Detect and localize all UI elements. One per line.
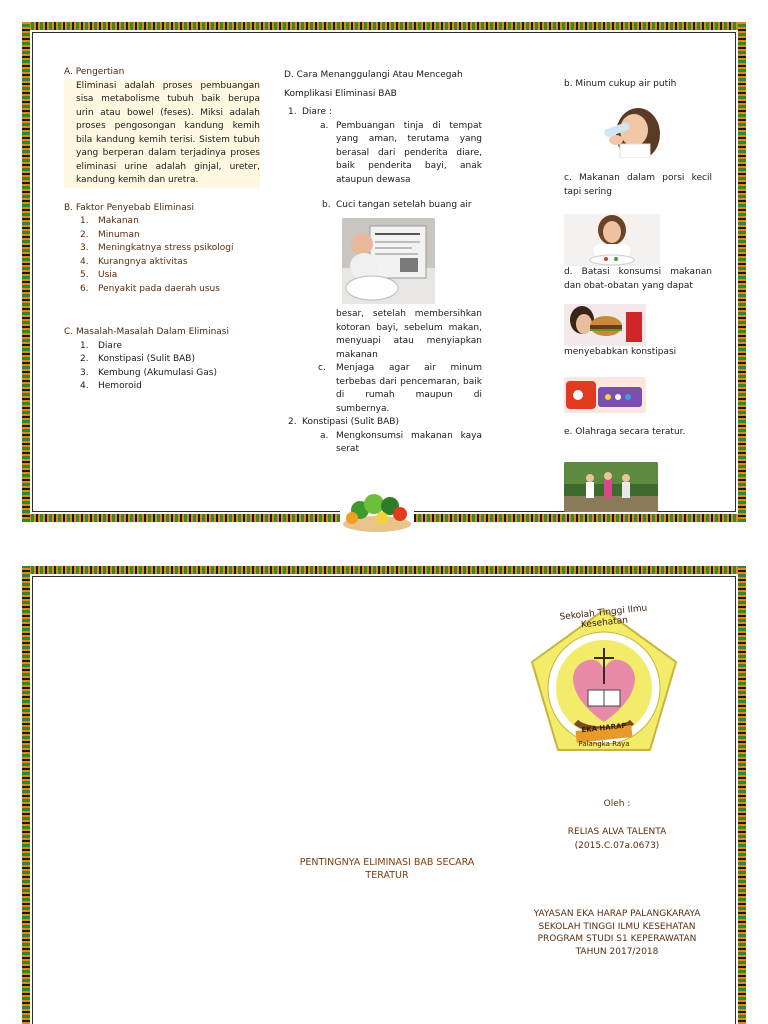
- list-item: 4. Kurangnya aktivitas: [80, 256, 188, 267]
- sub2-item-a: a. Mengkonsumsi makanan kaya serat: [320, 430, 482, 454]
- medicines-photo-image: [564, 377, 646, 413]
- author-nim: (2015.C.07a.0673): [574, 841, 660, 851]
- author-name: RELIAS ALVA TALENTA: [567, 827, 667, 837]
- small-meal-photo-image: [564, 214, 660, 266]
- brochure-title: PENTINGNYA ELIMINASI BAB SECARA TERATUR: [299, 857, 475, 881]
- section-a-title: A. Pengertian: [64, 67, 125, 77]
- tip-e-block: [544, 426, 712, 440]
- junk-food-photo: [564, 304, 646, 346]
- column-pengertian: [64, 66, 260, 394]
- exercise-photo: [564, 462, 658, 512]
- list-item: 1. Diare: [80, 340, 122, 351]
- list-item: 3. Meningkatnya stress psikologi: [80, 243, 234, 253]
- vegetables-photo: [340, 484, 414, 534]
- brochure-cover-page: [22, 566, 746, 1024]
- vegetables-photo-image: [340, 484, 414, 534]
- section-c-title: C. Masalah-Masalah Dalam Eliminasi: [64, 327, 229, 337]
- baby-toilet-photo: [342, 218, 435, 304]
- list-item: 2. Konstipasi (Sulit BAB): [80, 354, 195, 364]
- list-item: 6. Penyakit pada daerah usus: [80, 283, 220, 294]
- section-c-list: [64, 340, 260, 394]
- decorative-border-left: [22, 566, 30, 1024]
- section-a-text: Eliminasi adalah proses pembuangan sisa metabolisme tubuh baik berupa urin atau bowel (feses). Miksi adalah proses pengosongan kandung kemih bila kandung kemih terisi. Sistem tubuh yang berperan dalam terjadinya proses eliminasi urine adalah ginjal, ureter, kandung kemih dan uretra.: [64, 80, 260, 188]
- institution-line: YAYASAN EKA HARAP PALANGKARAYA: [533, 909, 701, 919]
- tip-b: b. Minum cukup air putih: [564, 79, 677, 89]
- exercise-photo-image: [564, 462, 658, 512]
- decorative-border-right: [738, 22, 746, 522]
- tip-d-cont: menyebabkan konstipasi: [564, 347, 677, 357]
- institution-block: [502, 908, 732, 958]
- brochure-inner-page: [22, 22, 746, 522]
- logo-top-text: Sekolah Tinggi Ilmu Kesehatan: [559, 603, 648, 631]
- list-item: 4. Hemoroid: [80, 381, 142, 391]
- decorative-border-left: [22, 22, 30, 522]
- column-pencegahan-cont: [318, 308, 482, 416]
- tip-d-block: [544, 266, 712, 293]
- list-item: 5. Usia: [80, 270, 118, 280]
- list-item: 1. Makanan: [80, 216, 139, 226]
- tip-d: d. Batasi konsumsi makanan dan obat-obatan yang dapat: [564, 267, 712, 291]
- tip-d-cont-block: [564, 346, 714, 360]
- tip-c: c. Makanan dalam porsi kecil tapi sering: [564, 173, 712, 197]
- list-item: 3. Kembung (Akumulasi Gas): [80, 367, 217, 378]
- tip-e: e. Olahraga secara teratur.: [564, 427, 686, 437]
- decorative-border-right: [738, 566, 746, 1024]
- institution-line: PROGRAM STUDI S1 KEPERAWATAN: [537, 934, 697, 944]
- sub-item-a: a. Pembuangan tinja di tempat yang aman, terutama yang berasal dari penderita diare, baik penderita bayi, anak ataupun dewasa: [320, 120, 482, 185]
- baby-toilet-photo-image: [342, 218, 435, 304]
- section-b-title: B. Faktor Penyebab Eliminasi: [64, 202, 194, 213]
- medicines-photo: [564, 377, 646, 413]
- section-d-title: D. Cara Menanggulangi Atau Mencegah Komplikasi Eliminasi BAB: [284, 70, 463, 99]
- institution-logo: [526, 604, 682, 760]
- column-pencegahan: [284, 66, 482, 213]
- decorative-border-top: [22, 22, 746, 30]
- logo-banner-text: EKA HARAP: [581, 721, 627, 735]
- small-meal-photo: [564, 214, 660, 266]
- by-label: Oleh :: [603, 799, 631, 809]
- institution-line: TAHUN 2017/2018: [575, 946, 659, 957]
- logo-city-text: Palangka Raya: [578, 740, 630, 748]
- institution-line: SEKOLAH TINGGI ILMU KESEHATAN: [538, 921, 696, 932]
- drinking-water-photo: [586, 106, 664, 158]
- tip-c-block: [544, 172, 712, 199]
- item-diare: 1. Diare :: [288, 107, 332, 117]
- item-konstipasi: 2. Konstipasi (Sulit BAB): [288, 417, 399, 427]
- sub-item-c: c. Menjaga agar air minum terbebas dari pencemaran, baik di rumah maupun di sumbernya.: [318, 363, 482, 414]
- list-item: 2. Minuman: [80, 229, 140, 240]
- section-b-list: [64, 215, 260, 296]
- sub-item-b: b. Cuci tangan setelah buang air: [322, 200, 472, 210]
- column-tips: [544, 78, 712, 92]
- drinking-water-photo-image: [586, 106, 664, 158]
- column-konstipasi: [284, 416, 482, 457]
- junk-food-photo-image: [564, 304, 646, 346]
- decorative-border-top: [22, 566, 746, 574]
- sub-item-b-cont: besar, setelah membersihkan kotoran bayi, sebelum makan, menyuapi atau menyiapkan makanan: [336, 309, 482, 360]
